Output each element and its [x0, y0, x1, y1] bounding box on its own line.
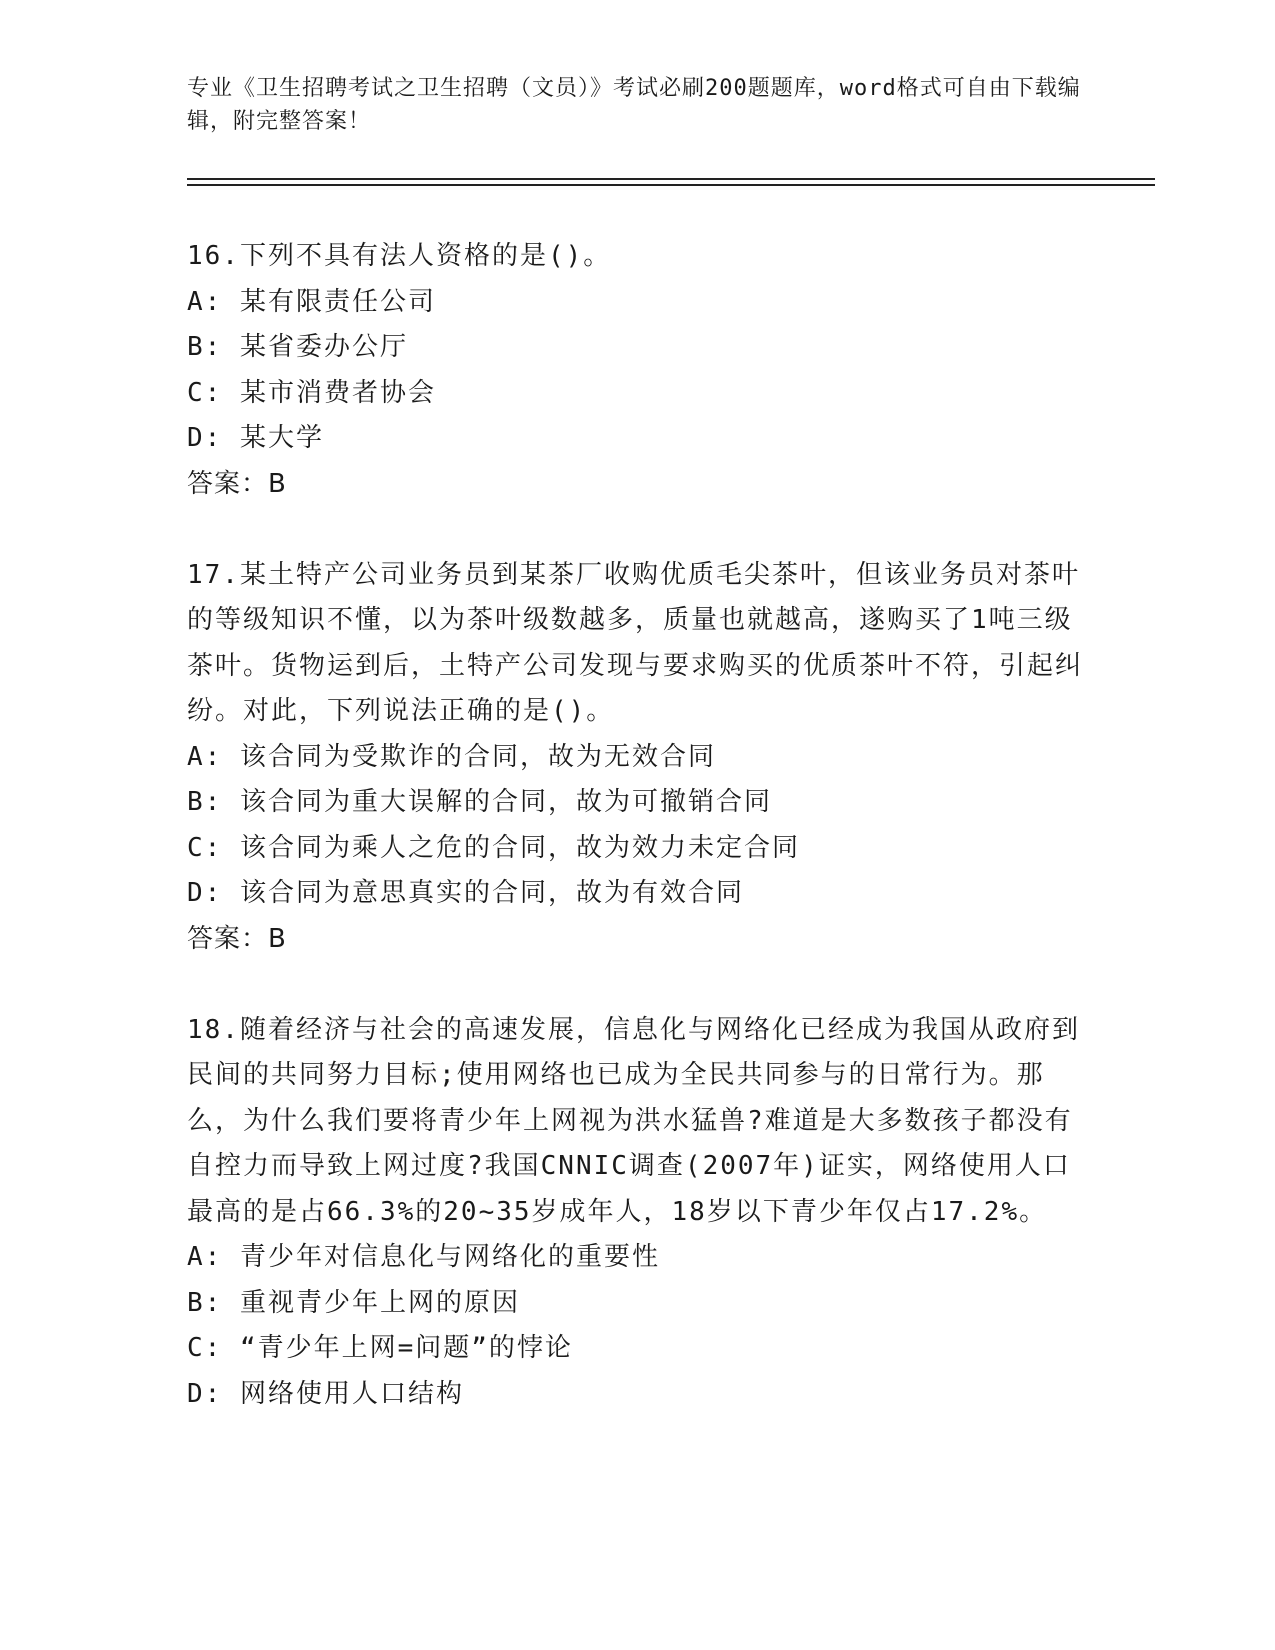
option-a: A: 青少年对信息化与网络化的重要性: [187, 1242, 660, 1272]
option-b: B: 某省委办公厅: [187, 332, 408, 362]
option-d: D: 该合同为意思真实的合同，故为有效合同: [187, 878, 744, 908]
option-b: B: 该合同为重大误解的合同，故为可撤销合同: [187, 787, 772, 817]
answer-line: 答案：B: [187, 468, 287, 499]
option-c: C: 该合同为乘人之危的合同，故为效力未定合同: [187, 832, 800, 863]
question-stem: 17.某土特产公司业务员到某茶厂收购优质毛尖茶叶，但该业务员对茶叶的等级知识不懂，以为茶叶级数越多，质量也就越高，遂购买了1吨三级茶叶。货物运到后，土特产公司发现与要求购买的优质茶叶不符，引起纠纷。对此，下列说法正确的是()。: [187, 559, 1084, 726]
option-c: C: 某市消费者协会: [187, 377, 436, 408]
question-list: [187, 234, 1087, 1463]
question-17: [187, 553, 1087, 963]
option-c: C: “青少年上网=问题”的悖论: [187, 1333, 573, 1363]
question-stem: 18.随着经济与社会的高速发展，信息化与网络化已经成为我国从政府到民间的共同努力目标;使用网络也已成为全民共同参与的日常行为。那么，为什么我们要将青少年上网视为洪水猛兽?难道是大多数孩子都没有自控力而导致上网过度?我国CNNIC调查(2007年)证实，网络使用人口最高的是占66.3%的20~35岁成年人，18岁以下青少年仅占17.2%。: [187, 1014, 1080, 1227]
answer-line: 答案：B: [187, 923, 287, 954]
question-16: [187, 234, 1087, 507]
question-18: [187, 1008, 1087, 1418]
question-stem: 16.下列不具有法人资格的是()。: [187, 241, 612, 271]
option-a: A: 该合同为受欺诈的合同，故为无效合同: [187, 741, 716, 772]
option-d: D: 某大学: [187, 423, 324, 453]
option-a: A: 某有限责任公司: [187, 286, 436, 317]
option-d: D: 网络使用人口结构: [187, 1378, 464, 1409]
option-b: B: 重视青少年上网的原因: [187, 1287, 520, 1318]
document-header: 专业《卫生招聘考试之卫生招聘（文员）》考试必刷200题题库，word格式可自由下载编辑，附完整答案！: [187, 76, 1081, 134]
header-rule-bottom: [187, 184, 1155, 186]
header-rule-top: [187, 178, 1155, 180]
